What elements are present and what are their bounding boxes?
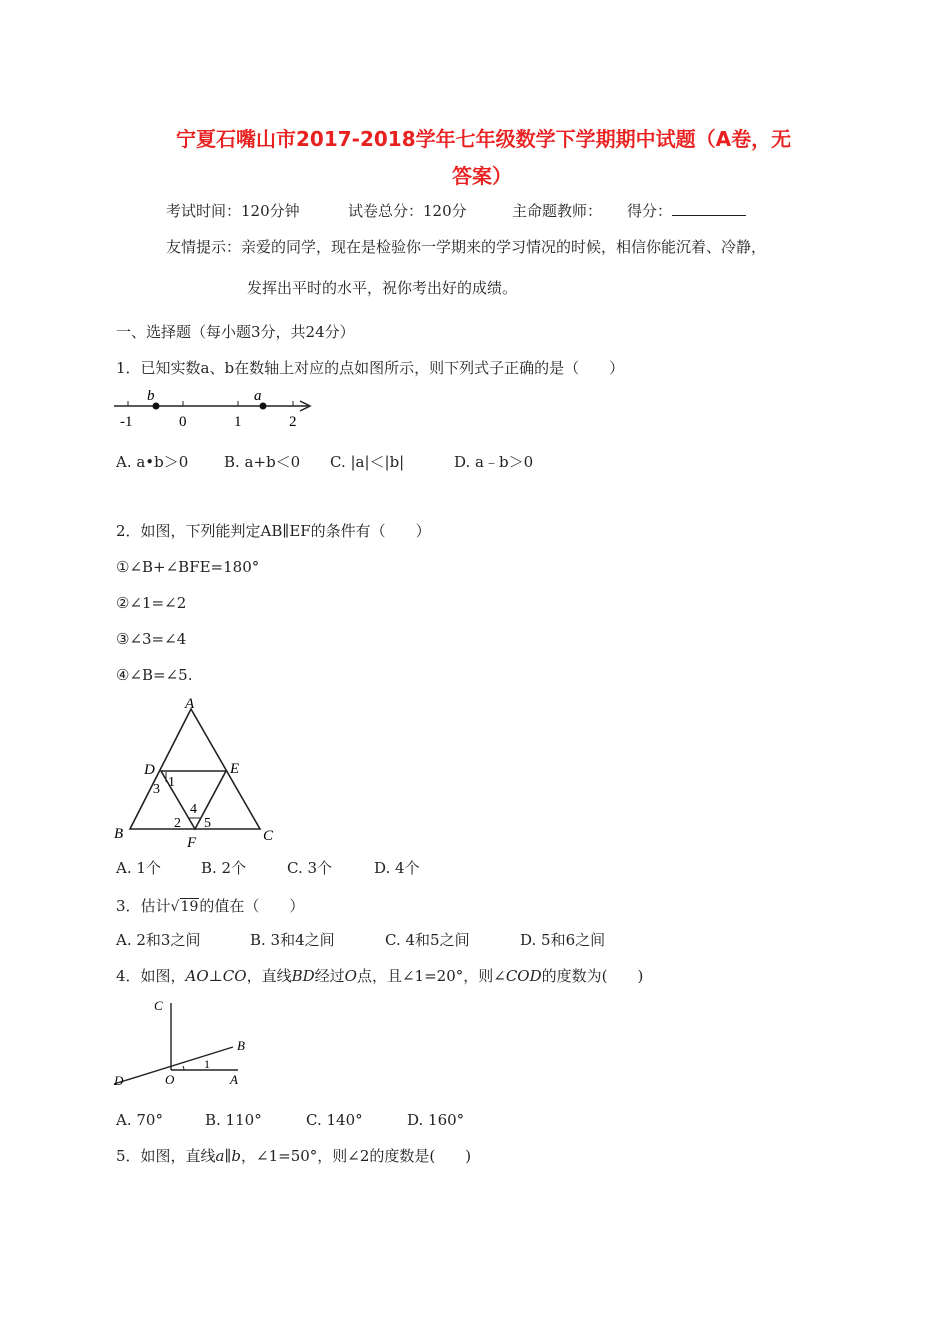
vertex-label-e: E bbox=[230, 761, 240, 777]
q5-stem-post: ，∠1=50°，则∠2的度数是( ) bbox=[241, 1147, 472, 1165]
label-o: O bbox=[165, 1072, 175, 1087]
vertex-label-d: D bbox=[144, 762, 155, 778]
q4-stem-angle: COD bbox=[505, 967, 542, 985]
q2-condition-2: ②∠1=∠2 bbox=[116, 594, 187, 612]
label-a: A bbox=[230, 1072, 238, 1087]
exam-time: 考试时间：120分钟 bbox=[166, 202, 300, 220]
q4-stem-text: ，直线 bbox=[246, 967, 292, 985]
q2-option-c: C. 3个 bbox=[287, 859, 333, 877]
tick-label: 0 bbox=[179, 414, 187, 430]
q2-condition-4: ④∠B=∠5. bbox=[116, 666, 193, 684]
sqrt-expression bbox=[171, 896, 200, 917]
label-c: C bbox=[154, 998, 163, 1013]
total-score: 试卷总分：120分 bbox=[348, 202, 467, 220]
point-label: b bbox=[147, 388, 155, 404]
vertex-label-b: B bbox=[114, 826, 124, 842]
q2-stem: 2．如图，下列能判定AB∥EF的条件有（ ） bbox=[116, 522, 431, 540]
vertex-label-a: A bbox=[185, 696, 195, 712]
q4-stem-point: O bbox=[344, 967, 357, 985]
q4-stem-line: BD bbox=[291, 967, 315, 985]
section-heading: 一、选择题（每小题3分，共24分） bbox=[116, 323, 355, 341]
q3-stem-pre: 3．估计 bbox=[116, 897, 171, 915]
q4-angle-figure bbox=[110, 995, 260, 1095]
q3-stem-post: 的值在（ ） bbox=[199, 897, 305, 915]
q5-stem-parallel: a∥b bbox=[215, 1147, 242, 1165]
page-title-line2: 答案） bbox=[452, 164, 512, 188]
q2-option-a: A. 1个 bbox=[116, 859, 161, 877]
q2-condition-3: ③∠3=∠4 bbox=[116, 630, 187, 648]
q3-option-d: D. 5和6之间 bbox=[520, 931, 606, 949]
q4-stem-relation: AO⊥CO bbox=[185, 967, 247, 985]
q5-stem-pre: 5．如图，直线 bbox=[116, 1147, 216, 1165]
q5-stem bbox=[116, 1146, 471, 1166]
q4-stem bbox=[116, 966, 643, 986]
angle-label-5: 5 bbox=[204, 816, 211, 831]
score-blank bbox=[672, 201, 746, 216]
q1-number-line bbox=[112, 384, 318, 430]
tick-label: 1 bbox=[234, 414, 242, 430]
angle-label-1: 1 bbox=[168, 775, 175, 790]
q2-option-b: B. 2个 bbox=[201, 859, 247, 877]
q1-option-c: C. |a|＜|b| bbox=[330, 453, 405, 471]
score-field bbox=[627, 201, 746, 221]
q1-option-d: D. a﹣b＞0 bbox=[454, 453, 534, 471]
q4-option-c: C. 140° bbox=[306, 1111, 363, 1129]
label-d: D bbox=[114, 1073, 124, 1088]
q1-stem: 1．已知实数a、b在数轴上对应的点如图所示，则下列式子正确的是（ ） bbox=[116, 359, 625, 377]
tick-label: 2 bbox=[289, 414, 297, 430]
label-angle-1: 1 bbox=[204, 1057, 210, 1071]
point-label: a bbox=[254, 388, 262, 404]
teacher-label: 主命题教师： bbox=[512, 202, 603, 220]
sqrt-radicand: 19 bbox=[180, 899, 199, 915]
q2-option-d: D. 4个 bbox=[374, 859, 420, 877]
vertex-label-c: C bbox=[263, 828, 274, 844]
q3-option-a: A. 2和3之间 bbox=[116, 931, 201, 949]
angle-label-4: 4 bbox=[190, 802, 197, 817]
angle-label-3: 3 bbox=[153, 782, 160, 797]
label-b: B bbox=[237, 1038, 245, 1053]
tip-line2: 发挥出平时的水平，祝你考出好的成绩。 bbox=[247, 279, 518, 297]
tick-label: -1 bbox=[120, 414, 133, 430]
q3-option-b: B. 3和4之间 bbox=[250, 931, 335, 949]
q4-option-a: A. 70° bbox=[116, 1111, 163, 1129]
q4-stem-num: 4．如图， bbox=[116, 967, 186, 985]
vertex-label-f: F bbox=[187, 835, 197, 850]
q1-option-a: A. a•b＞0 bbox=[116, 453, 189, 471]
angle-label-2: 2 bbox=[174, 816, 181, 831]
q1-option-b: B. a+b＜0 bbox=[224, 453, 301, 471]
q2-condition-1: ①∠B+∠BFE=180° bbox=[116, 558, 260, 576]
q4-stem-end: 的度数为( ) bbox=[541, 967, 644, 985]
q4-stem-text: 点，且∠1=20°，则∠ bbox=[356, 967, 506, 985]
q2-triangle-figure bbox=[110, 692, 280, 850]
score-label: 得分： bbox=[627, 202, 673, 220]
sqrt-sign: √ bbox=[170, 899, 180, 915]
q3-option-c: C. 4和5之间 bbox=[385, 931, 470, 949]
q4-stem-text: 经过 bbox=[314, 967, 345, 985]
q3-stem bbox=[116, 896, 304, 917]
q4-option-d: D. 160° bbox=[407, 1111, 465, 1129]
page-title-line1: 宁夏石嘴山市2017-2018学年七年级数学下学期期中试题（A卷，无 bbox=[176, 127, 792, 151]
tip-line1: 友情提示：亲爱的同学，现在是检验你一学期来的学习情况的时候，相信你能沉着、冷静， bbox=[166, 238, 767, 256]
q4-option-b: B. 110° bbox=[205, 1111, 262, 1129]
